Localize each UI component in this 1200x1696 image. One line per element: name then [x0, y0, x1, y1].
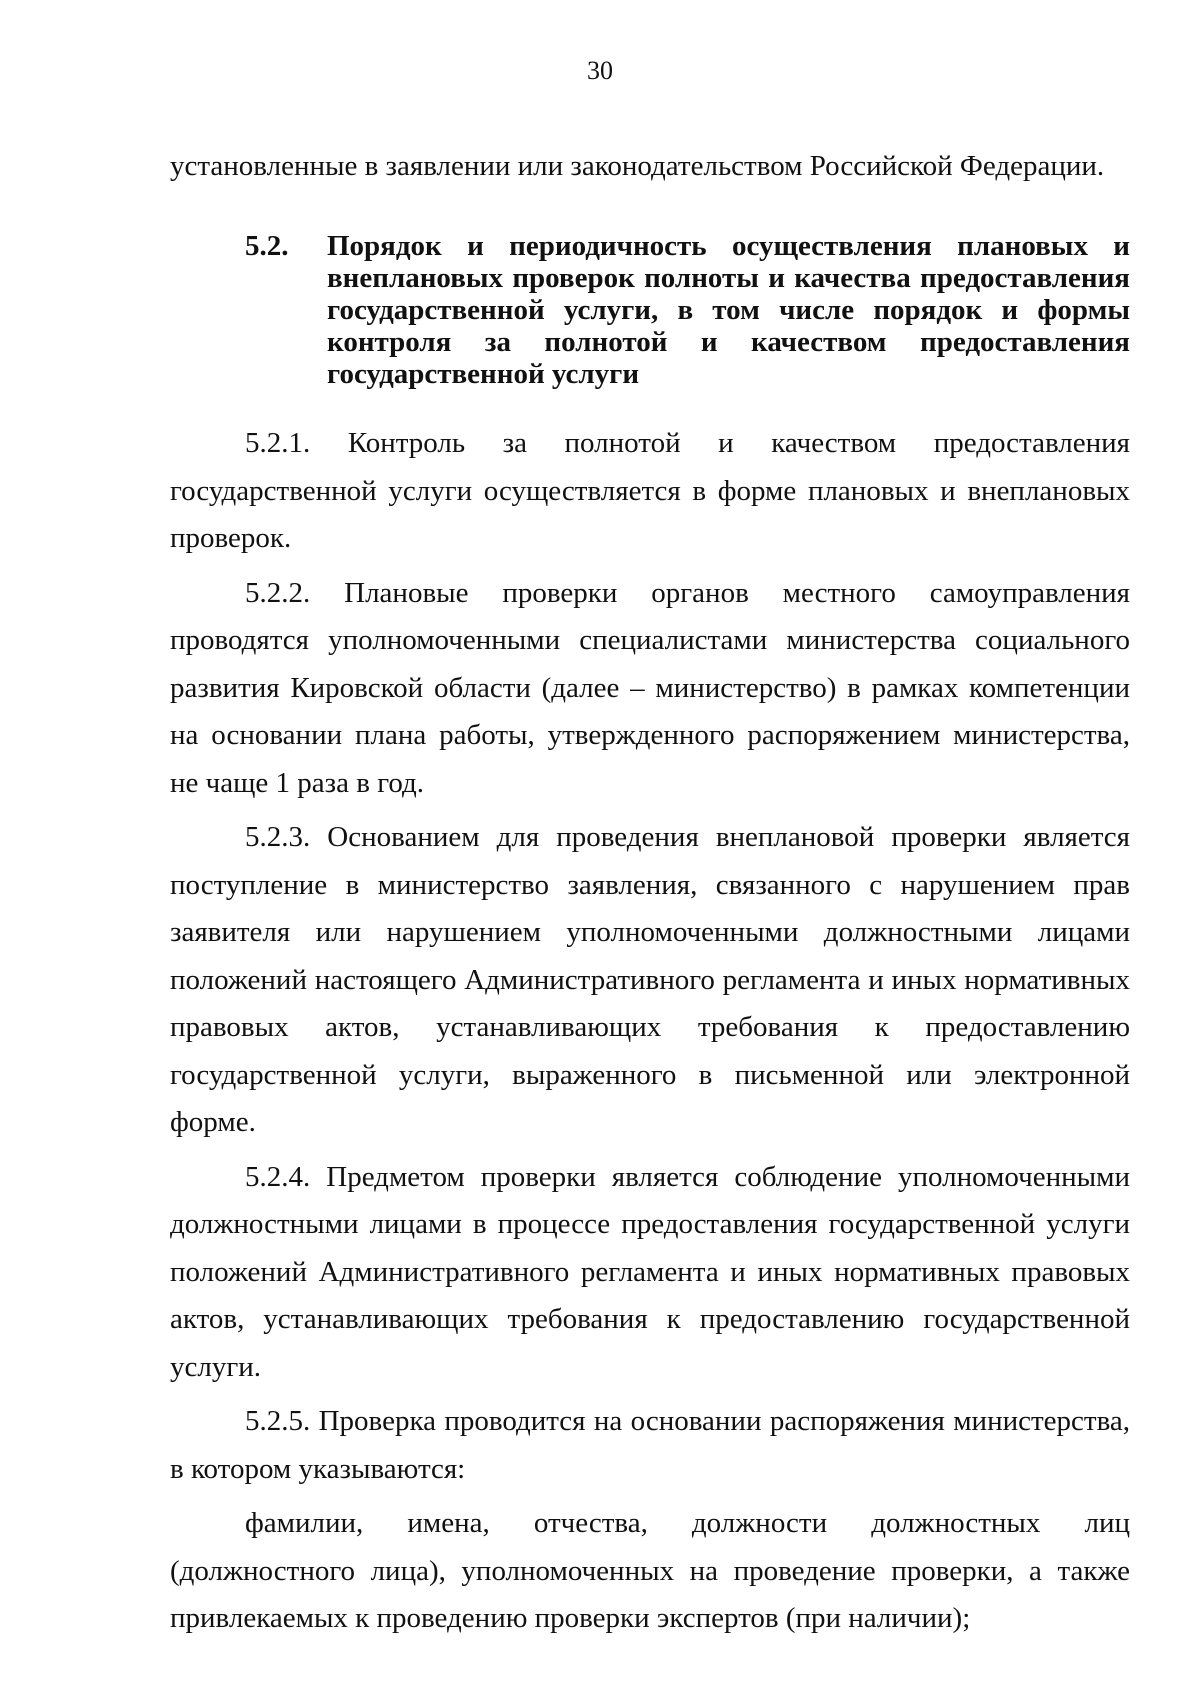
- paragraph-5-2-3: 5.2.3. Основанием для проведения внеплановой проверки является поступление в министерство заявления, связанного с нарушением прав заявителя или нарушением уполномоченными должностными лицами положений настоящего Административного регламента и иных нормативных правовых актов, устанавливающих требования к предоставлению государственной услуги, выраженного в письменной или электронной форме.: [170, 821, 1130, 1138]
- section-number: 5.2.: [245, 230, 289, 262]
- page-number: 30: [587, 56, 613, 85]
- paragraph-5-2-5: 5.2.5. Проверка проводится на основании распоряжения министерства, в котором указываются:: [170, 1405, 1130, 1485]
- paragraph-5-2-1: 5.2.1. Контроль за полнотой и качеством предоставления государственной услуги осуществляется в форме плановых и внеплановых проверок.: [170, 427, 1130, 554]
- section-heading: [245, 230, 1130, 390]
- document-body: [170, 420, 1130, 1643]
- section-title: Порядок и периодичность осуществления плановых и внеплановых проверок полноты и качества предоставления государственной услуги, в том числе порядок и формы контроля за полнотой и качеством предоставления государственной услуги: [327, 230, 1130, 390]
- paragraph-5-2-2: 5.2.2. Плановые проверки органов местного самоуправления проводятся уполномоченными специалистами министерства социального развития Кировской области (далее – министерство) в рамках компетенции на основании плана работы, утвержденного распоряжением министерства, не чаще 1 раза в год.: [170, 576, 1130, 799]
- continuation-text: установленные в заявлении или законодательством Российской Федерации.: [170, 150, 1105, 182]
- list-item-officials: фамилии, имена, отчества, должности должностных лиц (должностного лица), уполномоченных на проведение проверки, а также привлекаемых к проведению проверки экспертов (при наличии);: [170, 1507, 1130, 1634]
- paragraph-5-2-4: 5.2.4. Предметом проверки является соблюдение уполномоченными должностными лицами в процессе предоставления государственной услуги положений Административного регламента и иных нормативных правовых актов, устанавливающих требования к предоставлению государственной услуги.: [170, 1160, 1130, 1383]
